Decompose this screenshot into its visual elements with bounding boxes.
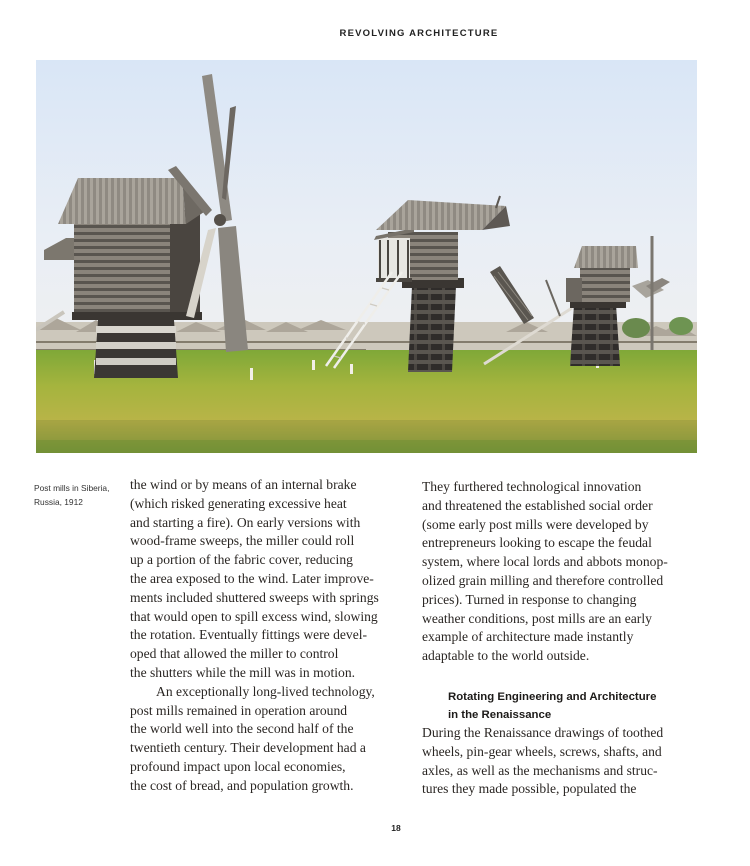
body-line: tures they made possible, populated the — [422, 781, 637, 797]
body-line: the rotation. Eventually fittings were devel- — [130, 627, 368, 643]
body-line: profound impact upon local economies, — [130, 758, 346, 774]
body-line: the shutters while the mill was in motion. — [130, 664, 356, 680]
body-line: up a portion of the fabric cover, reducing — [130, 552, 353, 568]
subheading-line: Rotating Engineering and Architecture — [448, 690, 657, 703]
body-column-right — [422, 478, 692, 799]
body-line: entrepreneurs looking to escape the feudal — [422, 535, 652, 551]
body-line: prices). Turned in response to changing — [422, 591, 637, 607]
caption-line: Post mills in Siberia, — [34, 483, 110, 493]
body-line: and starting a fire). On early versions with — [130, 514, 361, 530]
paragraph-start-line: An exceptionally long-lived technology, — [156, 683, 375, 699]
body-line: post mills remained in operation around — [130, 702, 348, 718]
body-line: weather conditions, post mills are an early — [422, 610, 652, 626]
body-line: oped that allowed the miller to control — [130, 646, 339, 662]
body-line: the area exposed to the wind. Later improve- — [130, 570, 374, 586]
page-number: 18 — [391, 823, 401, 833]
body-line: system, where local lords and abbots monop- — [422, 554, 668, 570]
body-line: ments included shuttered sweeps with springs — [130, 589, 379, 605]
section-subheading — [422, 688, 692, 724]
body-line: (some early post mills were developed by — [422, 516, 649, 532]
body-line: wood-frame sweeps, the miller could roll — [130, 533, 355, 549]
body-line: They furthered technological innovation — [422, 479, 642, 494]
body-line: the cost of bread, and population growth. — [130, 777, 354, 793]
body-line: adaptable to the world outside. — [422, 648, 590, 664]
body-line: the wind or by means of an internal brake — [130, 477, 357, 492]
body-line: wheels, pin-gear wheels, screws, shafts, and — [422, 743, 662, 759]
body-line: the world well into the second half of the — [130, 721, 354, 737]
body-line: example of architecture made instantly — [422, 629, 634, 645]
body-column-left — [130, 476, 378, 796]
body-line: that would open to spill excess wind, slowing — [130, 608, 378, 624]
body-line: and threatened the established social order — [422, 497, 653, 513]
body-line: twentieth century. Their development had a — [130, 740, 366, 756]
caption-line: Russia, 1912 — [34, 497, 83, 507]
windmill-photo — [36, 60, 697, 453]
post-mills-illustration — [36, 60, 697, 453]
subheading-line: in the Renaissance — [448, 708, 552, 721]
body-line: (which risked generating excessive heat — [130, 495, 347, 511]
body-line: During the Renaissance drawings of toothed — [422, 724, 664, 740]
figure-caption — [34, 481, 119, 509]
body-line: axles, as well as the mechanisms and struc- — [422, 762, 658, 778]
running-head: REVOLVING ARCHITECTURE — [339, 28, 499, 39]
body-line: olized grain milling and therefore controlled — [422, 572, 664, 588]
